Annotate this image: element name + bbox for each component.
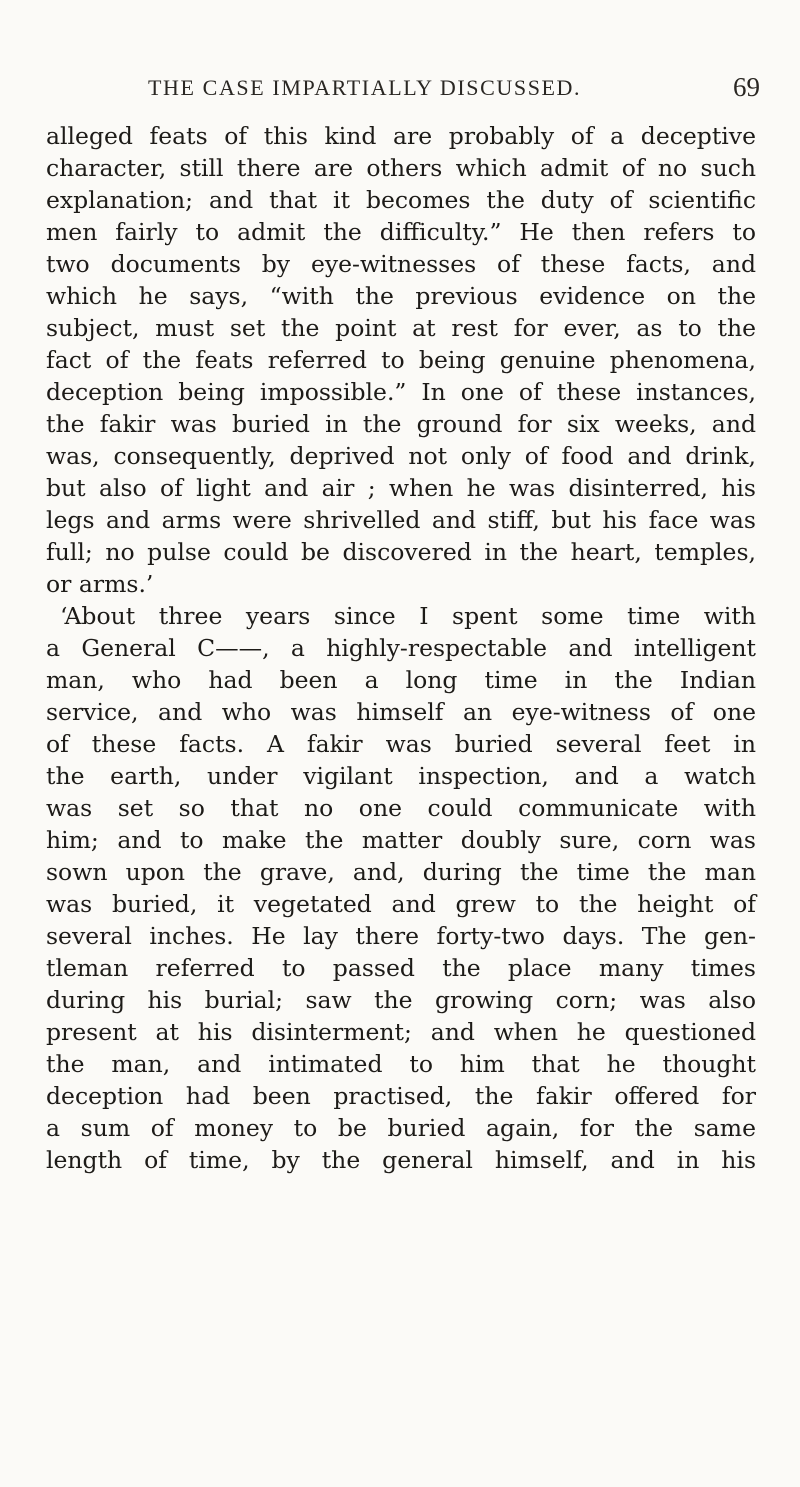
text-line: a General C——, a highly-respectable and intelligent [46,634,756,662]
body-text [46,120,756,1176]
text-line: a sum of money to be buried again, for the same [46,1114,756,1142]
text-line: present at his disinterment; and when he questioned [46,1018,756,1046]
text-line: during his burial; saw the growing corn; was also [46,986,756,1014]
text-line: the man, and intimated to him that he thought [46,1050,756,1078]
text-line: was buried, it vegetated and grew to the height of [46,890,756,918]
text-line: alleged feats of this kind are probably of a deceptive [46,122,756,150]
page-number: 69 [733,72,760,102]
text-line: was set so that no one could communicate with [46,794,756,822]
text-line: deception had been practised, the fakir offered for [46,1082,756,1110]
text-line: which he says, “with the previous evidence on the [46,282,756,310]
text-line: the fakir was buried in the ground for six weeks, and [46,410,756,438]
text-line: ‘About three years since I spent some time with [60,602,756,630]
text-line: explanation; and that it becomes the duty of scientific [46,186,756,214]
text-line: length of time, by the general himself, and in his [46,1146,756,1174]
text-line: or arms.’ [46,570,154,598]
text-line: two documents by eye-witnesses of these facts, and [46,250,756,278]
text-line: service, and who was himself an eye-witness of one [46,698,756,726]
text-line: subject, must set the point at rest for ever, as to the [46,314,756,342]
running-head [80,72,760,107]
text-line: men fairly to admit the difficulty.” He then refers to [46,218,756,246]
running-title: THE CASE IMPARTIALLY DISCUSSED. [148,75,582,100]
text-line: man, who had been a long time in the Indian [46,666,756,694]
text-line: full; no pulse could be discovered in the heart, temples, [46,538,756,566]
text-line: the earth, under vigilant inspection, and a watch [46,762,756,790]
text-line: him; and to make the matter doubly sure, corn was [46,826,756,854]
text-line: character, still there are others which admit of no such [46,154,756,182]
text-line: sown upon the grave, and, during the time the man [46,858,756,886]
text-line: but also of light and air ; when he was disinterred, his [46,474,756,502]
text-line: fact of the feats referred to being genuine phenomena, [46,346,756,374]
text-line: legs and arms were shrivelled and stiff, but his face was [46,506,756,534]
text-line: deception being impossible.” In one of these instances, [46,378,756,406]
text-line: several inches. He lay there forty-two days. The gen- [46,922,756,950]
text-line: tleman referred to passed the place many times [46,954,756,982]
text-line: of these facts. A fakir was buried several feet in [46,730,756,758]
text-line: was, consequently, deprived not only of food and drink, [46,442,756,470]
